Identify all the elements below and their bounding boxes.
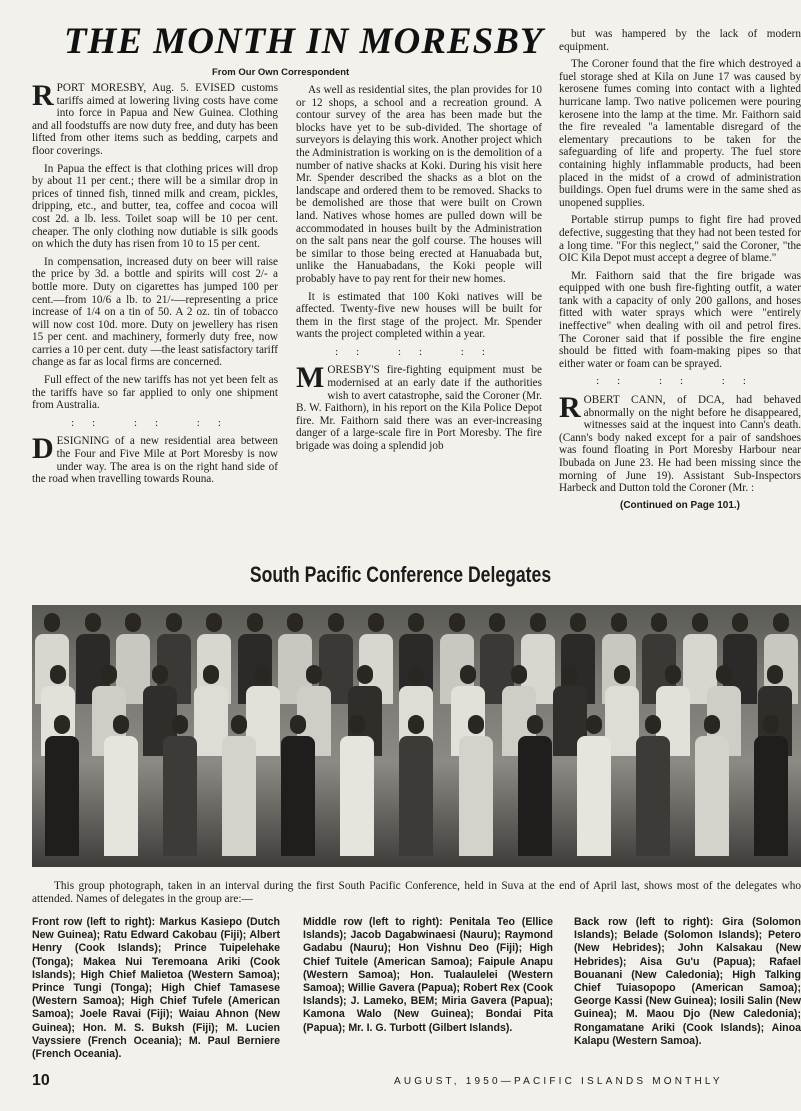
page-footer [32,1072,801,1092]
paragraph-text: Portable stirrup pumps to fight fire had proved defective, suggesting that they had not been tested for a long time. "For this neglect," said the Coroner, "the OIC Kila Depot must accept a degree of blame." [559,214,801,265]
article-column-3 [559,28,801,528]
paragraph-text: In Papua the effect is that clothing prices will drop by about 11 per cent.; there will be a similar drop in prices of tinned fish, tinned milk and cream, pickles, dripping, etc., and butter, tea, coffee and cocoa will cost 2d. a lb. less. Toilet soap will be 10 per cent. cheaper. The only clothing now dutiable is silk goods on which the duty has risen from 10 to 15 per cent. [32,162,278,251]
delegate-figure [340,715,374,856]
delegate-figure [518,715,552,856]
article-paragraph [32,82,278,158]
drop-cap: M [296,361,325,395]
photo-front-row [32,715,801,856]
delegate-figure [636,715,670,856]
article-paragraph [559,391,801,495]
paragraph-text: It is estimated that 100 Koki natives will be affected. Twenty-five new houses will be built for them in the first stage of the project. Mr. Spender wants the project completed within a year. [296,290,542,341]
delegate-figure [695,715,729,856]
article-paragraph [32,256,278,369]
article-paragraph [296,291,542,341]
byline: From Our Own Correspondent [212,67,350,78]
paragraph-text: PORT MORESBY, Aug. 5. EVISED customs tariffs aimed at lowering living costs have come into force in Papua and New Guinea. Clothing and all foodstuffs are now duty free, and duty has been lifted from other items such as bedding, carpets and floor coverings. [32,82,278,157]
section-title: South Pacific Conference Delegates [249,562,552,587]
photo-caption: This group photograph, taken in an interval during the first South Pacific Conference, held in Suva at the end of April last, shows most of the delegates who attended. Names of delegates in the group are:— [32,880,801,905]
paragraph-text: OBERT CANN, of DCA, had behaved abnormally on the night before he disappeared, witnesses said at the inquest into Cann's death. (Cann's body naked except for a pair of sandshoes was found floating in Port Moresby Harbour near Ibubada on June 23. He had been missing since the morning of June 19). Assistant Sub-Inspectors Harbeck and Dutton told the Coroner (Mr. : [559,394,801,495]
delegate-figure [754,715,788,856]
section-separator: :: :: :: [71,416,239,429]
paragraph-text: ESIGNING of a new residential area between the Four and Five Mile at Port Moresby is now under way. The area is on the right hand side of the road when travelling towards Rouna. [32,435,278,486]
paragraph-text: ORESBY'S fire-fighting equipment must be modernised at an early date if the authorities wish to avert catastrophe, said the Coroner (Mr. B. W. Faithorn), in his report on the Kila Police Depot fire. Mr. Faithorn said there was an ever-increasing danger of a large-scale fire in Port Moresby. The fire brigade was doing a splendid job [296,364,542,453]
delegate-figure [104,715,138,856]
names-middle-row: Middle row (left to right): Penitala Teo (Ellice Islands); Jacob Dagabwinaesi (Nauru); Raymond Gadabu (Nauru); Hon Vishnu Deo (Fiji); High Chief Tuitele (American Samoa); Faipule Anapu (Western Samoa); Hon. Tualaulelei (Western Samoa); Willie Gavera (Papua); Robert Rex (Cook Islands); J. Lameko, BEM; Miria Gavera (Papua); Kamona Walo (New Guinea); Bondai Pita (Papua); Mr. I. G. Turbott (Gilbert Islands). [303,916,553,1034]
paragraph-text: As well as residential sites, the plan provides for 10 or 12 shops, a school and a recreation ground. A contour survey of the area has been made but the blocks have yet to be sub-divided. The shortage of surveyors is delaying this work. Another project which the Administration is working on is the demolition of a number of native shacks at Koki. During his visit here Mr. Spender described the shacks as a blot on the landscape and ordered them to be removed. Shacks to be demolished are those that were built on Crown land. Natives whose homes are pulled down will be accommodated in houses built by the Administration on the salt pans near the golf course. The houses will be similar to those being erected at Hanuabada but, unlike the Hanuabadans, the Koki people will probably have to pay rent for their new homes. [296,84,542,285]
page-number: 10 [32,1072,50,1089]
delegate-figure [222,715,256,856]
article-column-2 [296,84,542,514]
article-paragraph [32,432,278,486]
article-paragraph [559,28,801,53]
footer-line: AUGUST, 1950—PACIFIC ISLANDS MONTHLY [394,1076,723,1087]
paragraph-text: The Coroner found that the fire which destroyed a fuel storage shed at Kila on June 17 was caused by kerosene fumes coming into contact with a lighted hurricane lamp. Two native policemen were pouring kerosene into the lamp at the time. Mr. Faithorn said the fire revealed "a lamentable disregard of the elementary precautions to be taken for the safeguarding of life and property. The fuel store containing highly inflammable products, had been placed in the midst of a crowd of administration buildings. Open fuel drums were in the same shed as unopened supplies. [559,58,801,209]
masthead: THE MONTH IN MORESBY [64,21,544,62]
drop-cap: R [559,391,581,425]
delegate-figure [459,715,493,856]
continued-note: (Continued on Page 101.) [619,499,740,511]
paragraph-text: Mr. Faithorn said that the fire brigade was equipped with one bush fire-fighting outfit, a water tank with a capacity of only 200 gallons, and hoses fitted with water sprays which were "entirely ineffective" when dealing with oil and petrol fires. The Coroner said that if possible the fire engine should be fitted with foam-making pipes so that either water or foam can be sprayed. [559,269,801,370]
names-back-row: Back row (left to right): Gira (Solomon Islands); Belade (Solomon Islands); Petero (New Hebrides); John Kalsakau (New Hebrides); Aisa Gu'u (Papua); Rafael Bouanani (New Caledonia); High Talking Chief Tuiasopopo (American Samoa); George Kassi (New Guinea); Iosili Salin (New Guinea); M. Maou Djo (New Caledonia); Rongamatane Ariki (Cook Islands); Ainoa Kalapu (Western Samoa). [574,916,801,1047]
drop-cap: D [32,432,54,466]
delegate-figure [45,715,79,856]
drop-cap: R [32,82,54,112]
paragraph-text: Full effect of the new tariffs has not yet been felt as the tariffs have so far applied to only one shipment from Australia. [32,374,278,412]
article-paragraph [296,84,542,286]
paragraph-text: but was hampered by the lack of modern equipment. [559,28,801,53]
article-paragraph [32,374,278,412]
article-paragraph [296,361,542,453]
article-paragraph [559,214,801,264]
article-paragraph [559,270,801,371]
delegate-figure [577,715,611,856]
delegate-figure [399,715,433,856]
names-front-row: Front row (left to right): Markus Kasiepo (Dutch New Guinea); Ratu Edward Cakobau (Fiji); Albert Henry (Cook Islands); Prince Tuipelehake (Tonga); Makea Nui Teremoana Ariki (Cook Islands); High Chief Malietoa (Western Samoa); Prince Tungi (Tonga); High Chief Tamasese (Western Samoa); High Chief Tufele (American Samoa); Joele Ravai (Fiji); Waiau Ahnon (New Guinea); Hon. M. S. Buksh (Fiji); M. Lucien Vayssiere (French Oceania); M. Paul Berniere (French Oceania). [32,916,280,1061]
delegate-figure [163,715,197,856]
delegates-group-photo [32,605,801,867]
section-separator: :: :: :: [335,345,503,358]
article-paragraph [559,58,801,209]
article-column-1 [32,82,278,512]
section-separator: :: :: :: [596,375,764,388]
article-paragraph [32,163,278,251]
delegate-figure [281,715,315,856]
paragraph-text: In compensation, increased duty on beer will raise the price by 3d. a bottle and spirits will cost 2/- a bottle more. Duty on cigarettes has jumped 100 per cent.—from 10/6 a lb. to 21/-—representing a price increase of 1/4 on a tin of 50. A 2 oz. tin of tobacco will now cost 10d. more. Duty on jewellery has risen 15 per cent. and machinery, formerly duty free, now carries a 10 per cent. duty —the least satisfactory tariff change as far as local firms are concerned. [32,255,278,369]
